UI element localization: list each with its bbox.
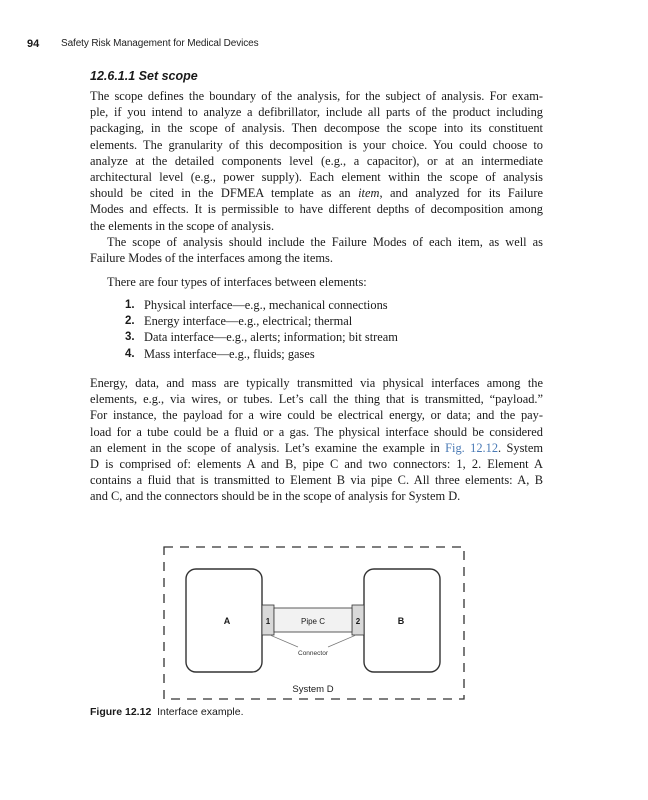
list-text: Energy interface—e.g., electrical; thermal bbox=[144, 314, 353, 329]
figure-reference-link[interactable]: Fig. 12.12 bbox=[445, 440, 499, 455]
element-b-label: B bbox=[397, 616, 405, 626]
text-run: , and analyzed for its Failure bbox=[379, 186, 543, 201]
list-number: 3. bbox=[125, 331, 135, 344]
text-line: Modes and effects. It is permissible to have different depths of decomposition among bbox=[90, 202, 543, 217]
interface-types-list bbox=[125, 297, 398, 362]
list-number: 4. bbox=[125, 347, 135, 360]
text-line: The scope of analysis should include the Failure Modes of each item, as well as bbox=[107, 235, 543, 249]
text-line bbox=[90, 440, 543, 456]
list-item bbox=[125, 329, 398, 345]
page-number: 94 bbox=[27, 38, 40, 50]
list-number: 2. bbox=[125, 315, 135, 328]
connector-callout-line-2 bbox=[328, 635, 356, 647]
list-number: 1. bbox=[125, 299, 135, 311]
list-text: Physical interface—e.g., mechanical connections bbox=[144, 298, 388, 312]
text-line: load for a tube could be a fluid or a gas. The physical interface should be considered bbox=[90, 424, 543, 439]
connector-callout-line-1 bbox=[270, 635, 298, 647]
text-run: . System bbox=[498, 440, 543, 455]
text-line: elements, e.g., via wires, or tubes. Let’s call the thing that is transmitted, “payload.” bbox=[90, 392, 543, 407]
text-line: packaging, in the scope of analysis. Then decompose the scope into its constituent bbox=[90, 121, 543, 136]
page-header bbox=[27, 38, 587, 54]
connector-2-label: 2 bbox=[355, 617, 361, 626]
pipe-c-label: Pipe C bbox=[300, 617, 326, 626]
section-heading: 12.6.1.1 Set scope bbox=[90, 69, 198, 83]
list-item bbox=[125, 297, 398, 313]
running-title: Safety Risk Management for Medical Devices bbox=[61, 38, 259, 49]
text-line: analyze at the detailed components level (e.g., a capacitor), or at an intermediate bbox=[90, 153, 543, 168]
text-run: an element in the scope of analysis. Let’s examine the example in bbox=[90, 440, 446, 455]
paragraph-payload-example bbox=[90, 375, 543, 505]
connector-1-label: 1 bbox=[265, 617, 271, 626]
text-line: The scope defines the boundary of the analysis, for the subject of analysis. For exam- bbox=[90, 89, 543, 103]
interface-diagram bbox=[158, 543, 470, 703]
element-a-label: A bbox=[223, 616, 231, 626]
text-line bbox=[90, 185, 543, 201]
figure-caption bbox=[90, 706, 244, 718]
system-d-label: System D bbox=[292, 684, 334, 695]
list-item bbox=[125, 313, 398, 329]
text-line: ple, if you intend to analyze a defibrillator, include all parts of the product including bbox=[90, 105, 543, 120]
text-line: and C, and the connectors should be in the scope of analysis for System D. bbox=[90, 489, 461, 504]
text-line: Energy, data, and mass are typically transmitted via physical interfaces among the bbox=[90, 376, 543, 390]
item-term: item bbox=[358, 186, 380, 201]
connector-label: Connector bbox=[298, 650, 328, 657]
figure-caption-text: Interface example. bbox=[157, 706, 244, 718]
text-line: For instance, the payload for a wire could be electrical energy, or data; and the pay- bbox=[90, 408, 543, 423]
paragraph-interface-types-intro bbox=[90, 274, 543, 290]
text-line: the elements in the scope of analysis. bbox=[90, 218, 275, 233]
text-line: D is comprised of: elements A and B, pipe C and two connectors: 1, 2. Element A bbox=[90, 457, 543, 472]
list-text: Data interface—e.g., alerts; information; bit stream bbox=[144, 330, 398, 345]
text-line: Failure Modes of the interfaces among the items. bbox=[90, 251, 333, 266]
figure-caption-label: Figure 12.12 bbox=[90, 706, 152, 718]
text-line: contains a fluid that is transmitted to Element B via pipe C. All three elements: A, B bbox=[90, 473, 543, 488]
list-text: Mass interface—e.g., fluids; gases bbox=[144, 346, 315, 361]
list-item bbox=[125, 346, 398, 362]
text-line: There are four types of interfaces between elements: bbox=[107, 275, 367, 289]
text-line: elements. The granularity of this decomposition is your choice. You could choose to bbox=[90, 137, 543, 152]
paragraph-scope-definition bbox=[90, 88, 543, 234]
text-run: should be cited in the DFMEA template as an bbox=[90, 186, 359, 201]
paragraph-failure-modes bbox=[90, 234, 543, 266]
text-line: architectural level (e.g., power supply). Each element within the scope of analysis bbox=[90, 170, 543, 185]
